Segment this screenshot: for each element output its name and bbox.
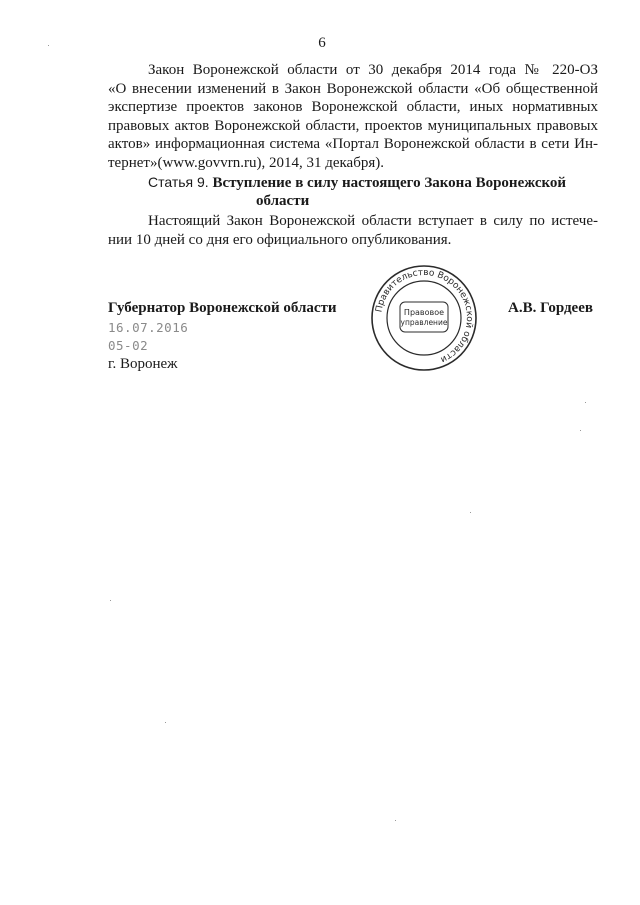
page-number: 6 [318, 35, 326, 51]
scan-speck [585, 402, 586, 403]
stamp-inner-line1: Правовое [403, 308, 445, 317]
article-number: Статья 9. [148, 174, 209, 190]
article-title-continuation: области [256, 193, 310, 209]
text-line: Настоящий Закон Воронежской области вступает в силу по истече- [148, 213, 598, 229]
signatory-position: Губернатор Воронежской области [108, 300, 337, 316]
signatory-name: А.В. Гордеев [508, 300, 593, 316]
stamp-outer-text: Правительство Воронежской области [374, 267, 475, 365]
text-line: «О внесении изменений в Закон Воронежской области «Об общественной [108, 80, 598, 97]
stamp-center-box [400, 302, 448, 332]
text-line: правовых актов Воронежской области, проектов муниципальных правовых [108, 117, 598, 134]
text-line: экспертизе проектов законов Воронежской области, иных нормативных [108, 99, 598, 115]
scan-speck [165, 722, 166, 723]
signing-date: 16.07.2016 [108, 320, 189, 335]
stamp-inner-line2: управление [400, 318, 448, 327]
text-line: Закон Воронежской области от 30 декабря 2014 года № 220-ОЗ [148, 62, 598, 78]
text-line: актов» информационная система «Портал Воронежской области в сети Ин- [108, 136, 598, 152]
scan-speck [48, 45, 49, 46]
article-body [108, 212, 598, 249]
article-title: Вступление в силу настоящего Закона Воронежской [212, 175, 567, 191]
registration-number: 05-02 [108, 338, 149, 353]
scan-speck [580, 430, 581, 431]
scan-speck [395, 820, 396, 821]
article-heading [148, 173, 598, 210]
scan-speck [110, 600, 111, 601]
reference-paragraph [108, 61, 598, 172]
text-line: тернет»(www.govvrn.ru), 2014, 31 декабря). [108, 154, 384, 171]
signing-city: г. Воронеж [108, 356, 178, 372]
legal-department-stamp [368, 262, 480, 374]
text-line: нии 10 дней со дня его официального опубликования. [108, 231, 452, 248]
scan-speck [470, 512, 471, 513]
